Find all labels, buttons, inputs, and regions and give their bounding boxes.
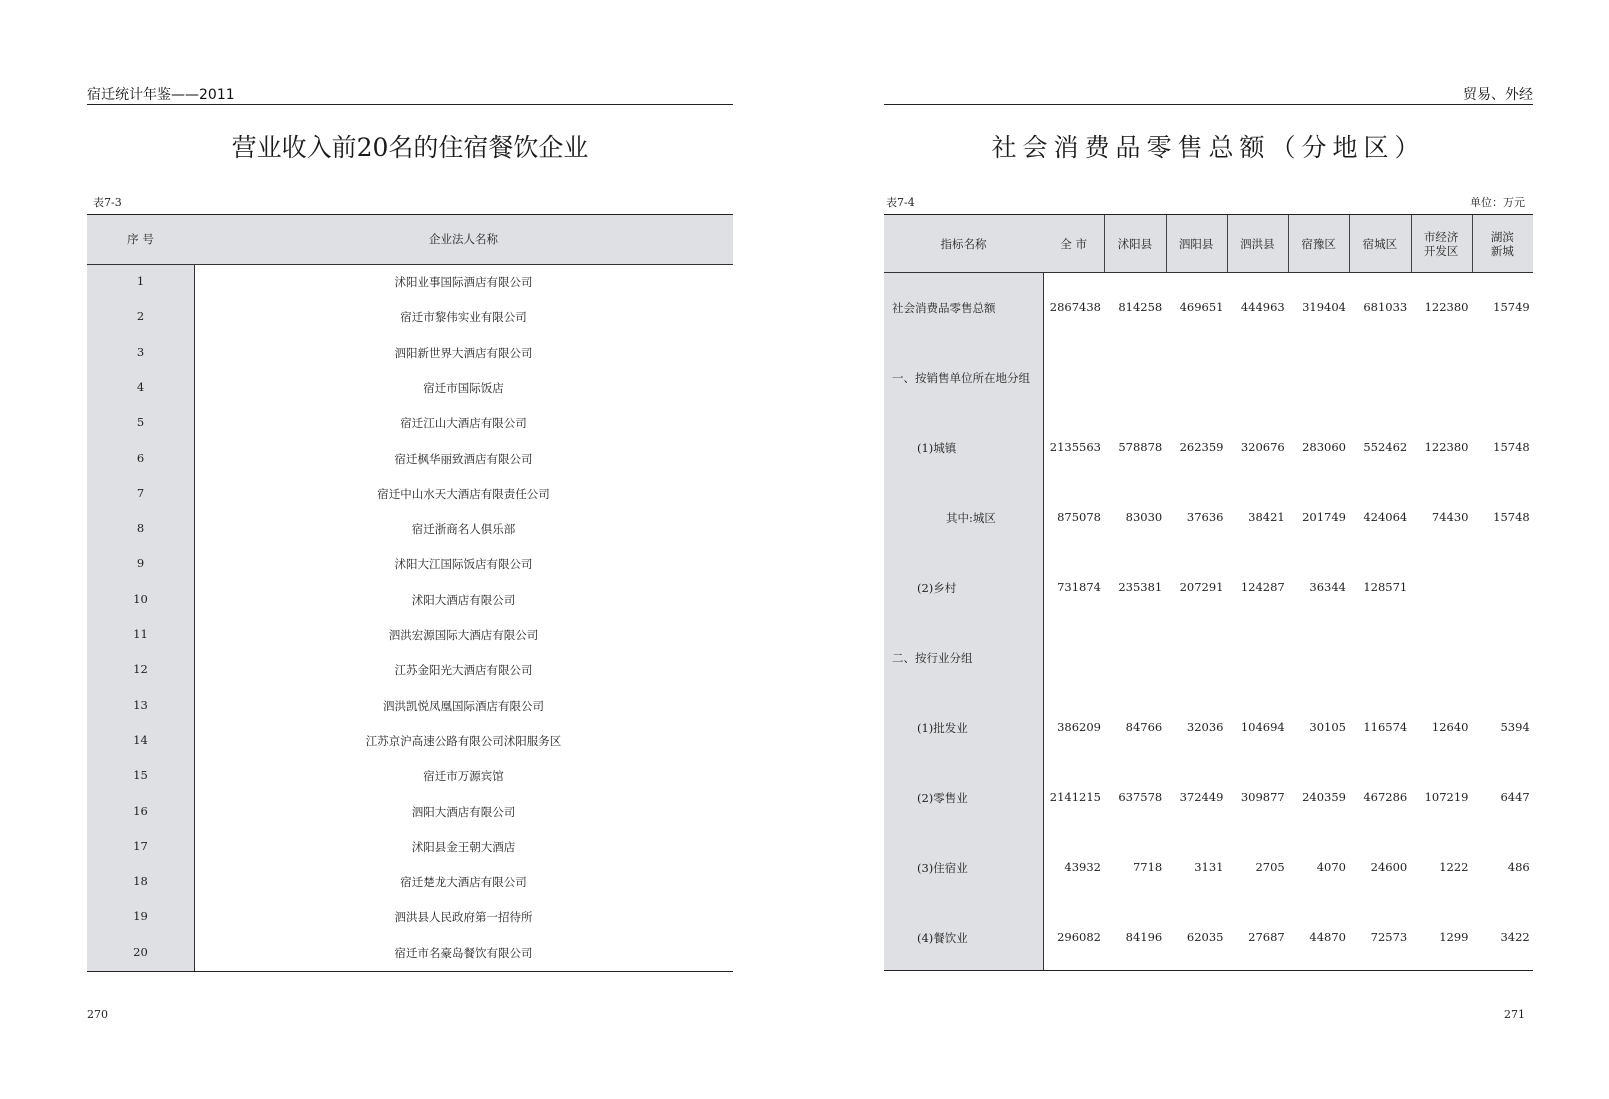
row-number: 19	[133, 909, 148, 924]
table-row	[884, 343, 1533, 413]
column-header: 泗洪县	[1240, 236, 1275, 251]
indicator-name: (3)住宿业	[917, 861, 968, 875]
page-number: 270	[87, 1008, 108, 1021]
table-row	[87, 442, 733, 477]
row-number: 16	[133, 803, 148, 818]
table-row	[884, 693, 1533, 763]
value-cell: 2141215	[1049, 790, 1101, 804]
enterprise-name: 泗洪县人民政府第一招待所	[394, 910, 533, 925]
header-rule	[884, 104, 1533, 105]
page-number: 271	[1504, 1008, 1525, 1021]
header-separator	[1472, 215, 1473, 272]
column-header: 市经济 开发区	[1423, 229, 1459, 258]
table-row	[87, 265, 733, 300]
row-number: 12	[133, 662, 148, 677]
header-separator	[1166, 215, 1167, 272]
value-cell: 1299	[1439, 930, 1469, 944]
table-row	[884, 623, 1533, 693]
enterprise-name: 宿迁楚龙大酒店有限公司	[400, 875, 527, 890]
value-cell: 27687	[1248, 930, 1285, 944]
value-cell: 320676	[1240, 440, 1285, 454]
enterprise-name: 宿迁枫华丽致酒店有限公司	[394, 451, 533, 466]
column-header-name: 企业法人名称	[429, 232, 498, 246]
value-cell: 32036	[1186, 720, 1224, 734]
page-title: 社会消费品零售总额（分地区）	[991, 133, 1426, 162]
column-header: 宿城区	[1362, 236, 1398, 251]
table-row	[884, 553, 1533, 623]
value-cell: 43932	[1064, 860, 1101, 874]
indicator-name: (2)零售业	[917, 791, 968, 805]
header-separator	[1411, 215, 1412, 272]
header-rule	[87, 104, 733, 105]
value-cell: 37636	[1186, 510, 1224, 524]
value-cell: 296082	[1057, 930, 1101, 944]
table-row	[87, 512, 733, 547]
column-header: 宿豫区	[1301, 236, 1336, 251]
running-head: 贸易、外经	[1463, 87, 1533, 103]
table-row	[87, 336, 733, 371]
table-row	[87, 547, 733, 582]
row-number: 18	[133, 874, 148, 889]
retail-sales-table	[884, 214, 1533, 971]
value-cell: 44870	[1309, 930, 1346, 944]
enterprise-name: 宿迁市黎伟实业有限公司	[400, 310, 527, 325]
value-cell: 424064	[1363, 510, 1408, 524]
value-cell: 6447	[1500, 790, 1530, 804]
enterprise-name: 宿迁浙商名人俱乐部	[411, 522, 516, 537]
row-number: 13	[133, 697, 148, 712]
table-row	[87, 689, 733, 724]
enterprise-name: 宿迁市国际饭店	[423, 380, 504, 395]
header-separator	[1349, 215, 1350, 272]
table-row	[87, 830, 733, 865]
enterprise-name: 宿迁市万源宾馆	[423, 769, 504, 784]
row-number: 9	[136, 556, 145, 571]
value-cell: 486	[1507, 860, 1530, 874]
table-row	[87, 865, 733, 900]
value-cell: 83030	[1125, 510, 1163, 524]
enterprise-name: 泗洪凯悦凤凰国际酒店有限公司	[383, 698, 544, 713]
value-cell: 122380	[1424, 440, 1469, 454]
value-cell: 12640	[1431, 720, 1469, 734]
value-cell: 124287	[1240, 580, 1285, 594]
column-header: 指标名称	[940, 236, 987, 251]
column-header: 湖滨 新城	[1490, 229, 1514, 258]
value-cell: 3131	[1194, 860, 1224, 874]
value-cell: 875078	[1057, 510, 1101, 524]
enterprise-name: 沭阳县金王朝大酒店	[411, 839, 516, 854]
value-cell: 74430	[1431, 510, 1469, 524]
table-row	[884, 903, 1533, 973]
value-cell: 731874	[1057, 580, 1101, 594]
value-cell: 36344	[1309, 580, 1346, 594]
table-row	[87, 477, 733, 512]
value-cell: 207291	[1179, 580, 1224, 594]
value-cell: 38421	[1248, 510, 1285, 524]
row-number: 6	[136, 450, 145, 465]
row-number: 2	[136, 309, 145, 324]
value-cell: 15749	[1493, 300, 1530, 314]
indicator-name: 其中:城区	[946, 511, 996, 525]
row-number: 20	[133, 944, 148, 959]
value-cell: 637578	[1118, 790, 1163, 804]
value-cell: 2135563	[1049, 440, 1101, 454]
row-number: 7	[136, 485, 145, 500]
header-separator	[1227, 215, 1228, 272]
value-cell: 814258	[1118, 300, 1163, 314]
indicator-name: (1)城镇	[917, 441, 957, 455]
value-cell: 1222	[1439, 860, 1469, 874]
page-title: 营业收入前20名的住宿餐饮企业	[231, 133, 589, 162]
value-cell: 235381	[1118, 580, 1163, 594]
value-cell: 84766	[1125, 720, 1163, 734]
table-row	[87, 936, 733, 971]
indicator-name: (4)餐饮业	[917, 931, 968, 945]
row-number: 1	[136, 274, 145, 288]
table-row	[87, 724, 733, 759]
enterprise-name: 沭阳大酒店有限公司	[411, 592, 516, 607]
header-separator	[1288, 215, 1289, 272]
value-cell: 552462	[1363, 440, 1408, 454]
value-cell: 240359	[1302, 790, 1346, 804]
value-cell: 201749	[1302, 510, 1346, 524]
table-row	[87, 406, 733, 441]
value-cell: 7718	[1132, 860, 1163, 874]
value-cell: 319404	[1302, 300, 1346, 314]
unit-label: 单位：万元	[1470, 196, 1525, 209]
row-number: 3	[136, 344, 145, 359]
value-cell: 309877	[1240, 790, 1285, 804]
row-number: 8	[136, 521, 145, 536]
table-row	[87, 618, 733, 653]
indicator-name: (2)乡村	[917, 581, 957, 595]
table-row	[884, 483, 1533, 553]
enterprise-name: 宿迁江山大酒店有限公司	[400, 416, 527, 431]
value-cell: 122380	[1424, 300, 1469, 314]
table-row	[884, 833, 1533, 903]
value-cell: 283060	[1302, 440, 1346, 454]
row-number: 4	[136, 379, 145, 394]
value-cell: 469651	[1179, 300, 1224, 314]
enterprise-name: 沭阳业事国际酒店有限公司	[394, 275, 533, 289]
table-row	[87, 300, 733, 335]
table-row	[884, 273, 1533, 343]
table-row	[87, 653, 733, 688]
enterprise-name: 宿迁市名豪岛餐饮有限公司	[394, 945, 533, 960]
value-cell: 84196	[1125, 930, 1163, 944]
table-row	[87, 759, 733, 794]
indicator-name: 二、按行业分组	[892, 651, 973, 665]
value-cell: 116574	[1363, 720, 1408, 734]
value-cell: 467286	[1363, 790, 1408, 804]
running-head: 宿迁统计年鉴——2011	[87, 87, 235, 103]
enterprise-name: 宿迁中山水天大酒店有限责任公司	[377, 486, 550, 501]
value-cell: 386209	[1057, 720, 1101, 734]
indicator-name: 社会消费品零售总额	[892, 301, 996, 315]
enterprise-name: 泗洪宏源国际大酒店有限公司	[388, 628, 539, 642]
value-cell: 72573	[1370, 930, 1408, 944]
indicator-name: (1)批发业	[917, 721, 968, 735]
row-number: 14	[133, 732, 148, 747]
table-row	[87, 371, 733, 406]
value-cell: 30105	[1309, 720, 1346, 734]
table-row	[884, 763, 1533, 833]
table-row	[87, 795, 733, 830]
enterprise-name: 泗阳新世界大酒店有限公司	[394, 345, 533, 360]
value-cell: 3422	[1500, 930, 1530, 944]
value-cell: 62035	[1186, 930, 1224, 944]
value-cell: 372449	[1179, 790, 1224, 804]
row-number: 10	[133, 591, 148, 606]
value-cell: 5394	[1500, 720, 1530, 734]
value-cell: 4070	[1316, 860, 1346, 874]
indicator-name: 一、按销售单位所在地分组	[892, 371, 1030, 385]
row-number: 5	[136, 415, 145, 430]
column-header-no: 序 号	[127, 232, 154, 246]
row-number: 11	[133, 627, 148, 641]
value-cell: 262359	[1179, 440, 1224, 454]
value-cell: 681033	[1363, 300, 1408, 314]
enterprise-name: 沭阳大江国际饭店有限公司	[394, 557, 533, 572]
value-cell: 2867438	[1049, 300, 1101, 314]
table-code: 表7-4	[886, 196, 915, 209]
table-code: 表7-3	[93, 196, 122, 209]
table-row	[87, 583, 733, 618]
enterprise-name: 江苏金阳光大酒店有限公司	[394, 663, 533, 678]
enterprise-name: 江苏京沪高速公路有限公司沭阳服务区	[365, 733, 562, 748]
value-cell: 128571	[1363, 580, 1408, 594]
value-cell: 15748	[1493, 510, 1530, 524]
enterprise-name: 泗阳大酒店有限公司	[411, 804, 516, 819]
value-cell: 444963	[1240, 300, 1285, 314]
value-cell: 15748	[1493, 440, 1530, 454]
row-number: 15	[133, 768, 148, 783]
value-cell: 578878	[1118, 440, 1163, 454]
table-row	[884, 413, 1533, 483]
value-cell: 2705	[1255, 860, 1285, 874]
header-separator	[1104, 215, 1105, 272]
column-header: 沭阳县	[1117, 236, 1153, 251]
value-cell: 107219	[1424, 790, 1469, 804]
value-cell: 24600	[1370, 860, 1408, 874]
column-header: 泗阳县	[1178, 236, 1214, 251]
row-number: 17	[133, 838, 148, 853]
value-cell: 104694	[1240, 720, 1285, 734]
table-row	[87, 900, 733, 935]
column-header: 全 市	[1060, 236, 1087, 251]
enterprise-table	[87, 214, 733, 972]
